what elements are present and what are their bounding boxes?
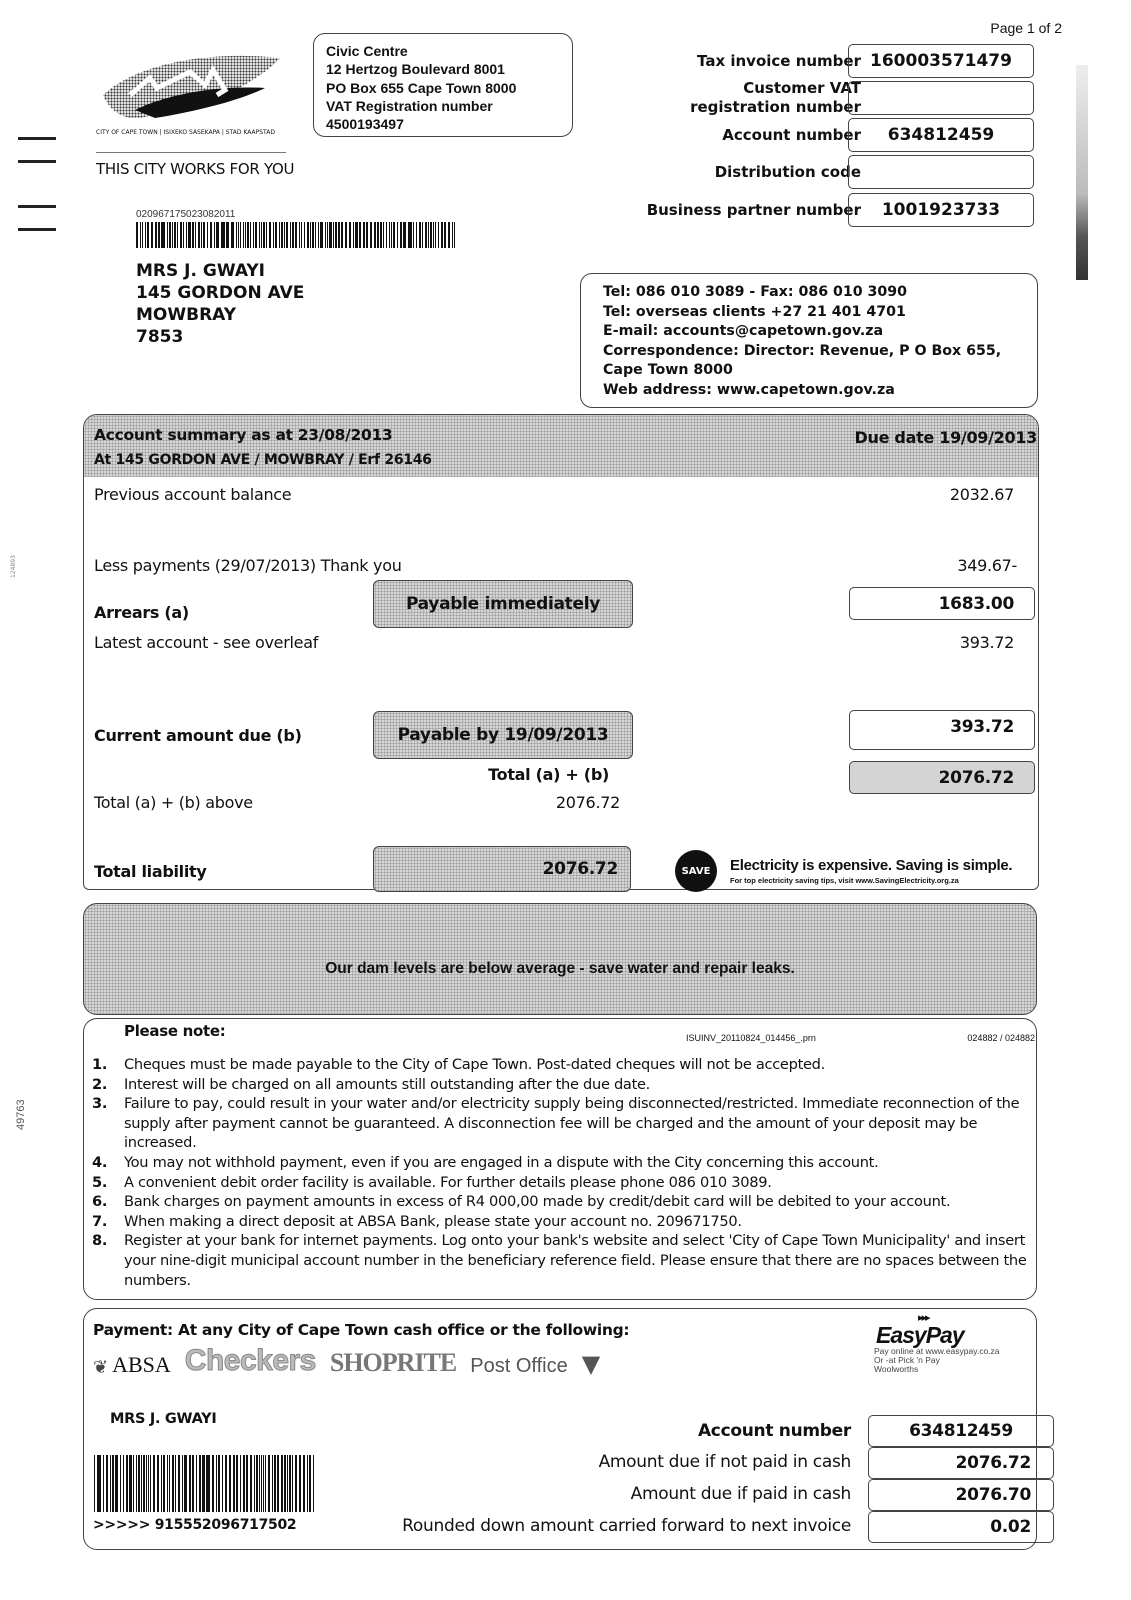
- barcode-bar: [269, 222, 270, 248]
- barcode-bar: [185, 1455, 187, 1512]
- barcode-bar: [227, 222, 229, 248]
- notes-list: [92, 1055, 1042, 1290]
- barcode-bar: [295, 1455, 297, 1512]
- current-amount-value: 393.72: [849, 710, 1035, 750]
- slip-account-number: 634812459: [868, 1415, 1054, 1447]
- tax-invoice-label: Tax invoice number: [697, 52, 861, 70]
- barcode-bar: [202, 1455, 203, 1512]
- barcode-bar: [409, 222, 411, 248]
- barcode-bar: [284, 1455, 286, 1512]
- logo-caption: CITY OF CAPE TOWN | ISIXEKO SASEKAPA | STAD KAAPSTAD: [96, 129, 275, 136]
- barcode-bar: [295, 222, 296, 248]
- barcode-bar: [172, 222, 173, 248]
- barcode-bar: [120, 1455, 121, 1512]
- barcode-bar: [129, 1455, 131, 1512]
- issuer-address-line: VAT Registration number: [326, 97, 493, 114]
- barcode-bar: [136, 222, 138, 248]
- barcode-bar: [146, 1455, 147, 1512]
- barcode-bar: [256, 1455, 257, 1512]
- barcode-bar: [162, 222, 164, 248]
- distribution-code: [848, 155, 1034, 189]
- scan-mark: [18, 205, 56, 208]
- outlet-absa: ABSA: [112, 1352, 171, 1377]
- amount-not-cash-label: Amount due if not paid in cash: [598, 1452, 851, 1472]
- barcode-bar: [341, 222, 342, 248]
- note-item: 4. You may not withhold payment, even if you are engaged in a dispute with the City concerning this account.: [92, 1153, 879, 1171]
- barcode-bar: [199, 1455, 200, 1512]
- barcode-bar: [284, 222, 285, 248]
- barcode-bar: [454, 222, 455, 248]
- notes-page-ref: 024882 / 024882: [967, 1033, 1035, 1043]
- barcode-bar: [312, 222, 314, 248]
- city-logo: [95, 40, 295, 130]
- barcode-bar: [448, 222, 450, 248]
- barcode-bar: [192, 1455, 194, 1512]
- margin-code: 49763: [15, 1099, 27, 1130]
- issuer-address-line: 12 Hertzog Boulevard 8001: [326, 61, 505, 78]
- barcode-bar: [416, 222, 417, 248]
- barcode-bar: [290, 222, 291, 248]
- barcode-bar: [338, 222, 340, 248]
- barcode-bar: [422, 222, 423, 248]
- barcode-bar: [380, 222, 381, 248]
- barcode-bar: [408, 222, 409, 248]
- barcode-bar: [172, 1455, 174, 1512]
- barcode-bar: [363, 222, 365, 248]
- barcode-bar: [263, 222, 264, 248]
- barcode-bar: [391, 222, 392, 248]
- barcode-bar: [201, 222, 202, 248]
- barcode-bar: [221, 222, 222, 248]
- easypay-info: [874, 1347, 1000, 1374]
- barcode-bar: [425, 222, 426, 248]
- barcode-bar: [163, 1455, 164, 1512]
- barcode-bar: [177, 222, 178, 248]
- barcode-bar: [274, 1455, 276, 1512]
- rounded-down-label: Rounded down amount carried forward to next invoice: [402, 1516, 851, 1536]
- barcode-bar: [261, 222, 262, 248]
- scan-mark: [18, 228, 56, 231]
- city-logo-icon: [95, 40, 295, 130]
- barcode-bar: [299, 1455, 300, 1512]
- barcode-bar: [188, 222, 190, 248]
- arrears-value: 1683.00: [849, 587, 1035, 620]
- barcode-bar: [366, 222, 367, 248]
- barcode-bar: [345, 222, 347, 248]
- barcode-bar: [142, 222, 143, 248]
- previous-balance-value: 2032.67: [949, 485, 1014, 504]
- barcode-bar: [152, 222, 153, 248]
- barcode-bar: [419, 222, 420, 248]
- rounded-down-value: 0.02: [868, 1511, 1054, 1543]
- barcode-bar: [195, 222, 196, 248]
- barcode-bar: [360, 222, 361, 248]
- barcode-bar: [233, 1455, 234, 1512]
- total-liability-value: 2076.72: [373, 846, 631, 892]
- barcode-bar: [161, 1455, 162, 1512]
- issuer-address-line: PO Box 655 Cape Town 8000: [326, 79, 517, 96]
- barcode-bar: [167, 1455, 168, 1512]
- barcode-bar: [98, 1455, 100, 1512]
- barcode-bar: [315, 222, 316, 248]
- save-electricity-icon: [675, 850, 717, 892]
- barcode-bar: [259, 222, 260, 248]
- latest-account-value: 393.72: [959, 633, 1014, 652]
- recipient-suburb: MOWBRAY: [136, 305, 237, 325]
- recipient-name: MRS J. GWAYI: [136, 261, 265, 281]
- barcode-bar: [203, 1455, 204, 1512]
- barcode-bar: [272, 1455, 273, 1512]
- barcode-bar: [253, 222, 254, 248]
- amount-not-cash-value: 2076.72: [868, 1447, 1054, 1479]
- barcode-bar: [318, 222, 319, 248]
- outlet-post-office: Post Office: [470, 1355, 568, 1377]
- barcode-bar: [265, 1455, 266, 1512]
- barcode-bar: [169, 1455, 170, 1512]
- note-item: 8. Register at your bank for internet payments. Log onto your bank's website and select 'City of Cape Town Municipality' and insert your nine-digit municipal account number in the beneficiary reference field. Please ensure that there are no spaces between the numbers.: [92, 1232, 1027, 1289]
- barcode-bar: [222, 1455, 223, 1512]
- previous-balance-label: Previous account balance: [94, 485, 292, 504]
- barcode-bar: [158, 222, 159, 248]
- barcode-bar: [186, 222, 187, 248]
- barcode-bar: [206, 1455, 207, 1512]
- barcode-bar: [155, 222, 157, 248]
- contact-email: E-mail: accounts@capetown.gov.za: [603, 323, 884, 339]
- slip-account-number-label: Account number: [697, 1421, 851, 1441]
- barcode-bar: [175, 1455, 176, 1512]
- barcode-bar: [261, 1455, 262, 1512]
- barcode-bar: [292, 1455, 293, 1512]
- barcode-bar: [349, 222, 351, 248]
- barcode-bar: [148, 1455, 149, 1512]
- scan-mark: [18, 160, 56, 163]
- note-item: 7. When making a direct deposit at ABSA Bank, please state your account no. 209671750.: [92, 1212, 742, 1230]
- payment-barcode-number: >>>>> 915552096717502: [93, 1517, 297, 1533]
- scan-edge-strip: [1076, 65, 1088, 280]
- barcode-bar: [444, 222, 446, 248]
- barcode-bar: [393, 222, 395, 248]
- barcode-bar: [198, 222, 199, 248]
- barcode-bar: [359, 222, 360, 248]
- easypay-arrows-icon: ▸▸▸: [918, 1311, 929, 1324]
- payment-heading: Payment: At any City of Cape Town cash office or the following:: [93, 1321, 630, 1339]
- barcode-bar: [313, 1455, 314, 1512]
- barcode-bar: [103, 1455, 104, 1512]
- barcode-bar: [180, 222, 181, 248]
- barcode-bar: [167, 222, 168, 248]
- barcode-bar: [225, 1455, 227, 1512]
- barcode-bar: [243, 1455, 245, 1512]
- easypay-line: Woolworths: [874, 1364, 919, 1374]
- post-office-logo-icon: ▼: [581, 1350, 601, 1378]
- barcode-bar: [310, 222, 311, 248]
- barcode-bar: [254, 1455, 255, 1512]
- note-item: 3. Failure to pay, could result in your water and/or electricity supply being disconnected/restricted. Immediate reconnection of the supply after payment cannot be guaranteed. A disconnection fee will be charged and the amount of your deposit may be increased.: [92, 1095, 1020, 1152]
- barcode-bar: [192, 222, 194, 248]
- payment-barcode: [94, 1455, 316, 1512]
- latest-account-label: Latest account - see overleaf: [94, 633, 319, 652]
- contact-box: [580, 273, 1038, 408]
- contact-correspondence: Correspondence: Director: Revenue, P O Box 655,: [603, 342, 1002, 359]
- barcode-bar: [281, 1455, 282, 1512]
- issuer-address-line: Civic Centre: [326, 43, 408, 59]
- account-number: 634812459: [848, 118, 1034, 152]
- payment-outlets: [93, 1344, 600, 1378]
- outlet-checkers: Checkers: [184, 1344, 316, 1377]
- barcode-bar: [157, 1455, 159, 1512]
- payer-name: MRS J. GWAYI: [110, 1411, 217, 1427]
- barcode-bar: [123, 1455, 124, 1512]
- easypay-line: Or -at Pick 'n Pay: [874, 1355, 940, 1365]
- issuer-address-box: [313, 33, 573, 137]
- barcode-bar: [397, 222, 398, 248]
- summary-property: At 145 GORDON AVE / MOWBRAY / Erf 26146: [94, 452, 432, 468]
- arrears-label: Arrears (a): [94, 603, 189, 622]
- barcode-bar: [303, 1455, 304, 1512]
- barcode-bar: [299, 222, 300, 248]
- barcode-bar: [218, 1455, 220, 1512]
- absa-logo-icon: ❦: [93, 1357, 109, 1378]
- note-item: 5. A convenient debit order facility is available. For further details please phone 086 010 3089.: [92, 1173, 772, 1191]
- scan-mark: [18, 137, 56, 140]
- barcode-bar: [138, 1455, 140, 1512]
- barcode-bar: [329, 222, 331, 248]
- barcode-bar: [246, 1455, 248, 1512]
- barcode-bar: [178, 1455, 179, 1512]
- total-ab-value: 2076.72: [849, 761, 1035, 794]
- barcode-bar: [430, 222, 432, 248]
- barcode-bar: [309, 1455, 310, 1512]
- total-ab-label: Total (a) + (b): [488, 765, 609, 784]
- barcode-bar: [325, 222, 326, 248]
- barcode-bar: [145, 222, 146, 248]
- barcode-bar: [147, 222, 148, 248]
- easypay-line: Pay online at www.easypay.co.za: [874, 1346, 1000, 1356]
- recipient-postcode: 7853: [136, 327, 184, 347]
- barcode-bar: [383, 222, 384, 248]
- barcode-bar: [301, 222, 302, 248]
- recipient-street: 145 GORDON AVE: [136, 283, 305, 303]
- barcode-bar: [184, 1455, 185, 1512]
- barcode-bar: [143, 1455, 144, 1512]
- barcode-bar: [273, 222, 274, 248]
- barcode-bar: [243, 222, 244, 248]
- barcode-bar: [189, 1455, 190, 1512]
- barcode-bar: [292, 222, 294, 248]
- barcode-bar: [277, 1455, 279, 1512]
- barcode-bar: [207, 1455, 209, 1512]
- business-partner-number: 1001923733: [848, 193, 1034, 227]
- barcode-bar: [236, 222, 237, 248]
- barcode-bar: [355, 222, 357, 248]
- save-ad-headline: Electricity is expensive. Saving is simple.: [730, 857, 1013, 874]
- barcode-bar: [353, 222, 354, 248]
- barcode-bar: [255, 222, 256, 248]
- barcode-bar: [126, 1455, 128, 1512]
- barcode-bar: [452, 222, 453, 248]
- barcode-bar: [222, 222, 224, 248]
- barcode-bar: [140, 222, 141, 248]
- barcode-bar: [275, 222, 276, 248]
- barcode-bar: [327, 222, 328, 248]
- barcode-bar: [335, 222, 336, 248]
- payable-immediately-badge: Payable immediately: [373, 580, 633, 628]
- barcode-bar: [307, 222, 308, 248]
- barcode-bar: [153, 1455, 155, 1512]
- barcode-bar: [238, 222, 239, 248]
- barcode-bar: [263, 1455, 264, 1512]
- barcode-bar: [435, 222, 436, 248]
- barcode-bar: [214, 222, 215, 248]
- barcode-bar: [229, 1455, 231, 1512]
- barcode-bar: [413, 222, 414, 248]
- barcode-bar: [183, 222, 184, 248]
- mail-barcode-number: 020967175023082011: [136, 209, 236, 220]
- barcode-bar: [182, 1455, 183, 1512]
- barcode-bar: [438, 222, 439, 248]
- barcode-bar: [400, 222, 402, 248]
- barcode-bar: [307, 1455, 308, 1512]
- barcode-bar: [196, 1455, 197, 1512]
- barcode-bar: [286, 222, 288, 248]
- barcode-bar: [207, 222, 208, 248]
- total-above-label: Total (a) + (b) above: [94, 793, 253, 812]
- notes-title: Please note:: [124, 1022, 226, 1040]
- logo-divider: [96, 152, 286, 153]
- distribution-code-label: Distribution code: [714, 163, 861, 181]
- easypay-logo: EasyPay: [876, 1322, 964, 1348]
- contact-phone: Tel: 086 010 3089 - Fax: 086 010 3090: [603, 284, 908, 300]
- notes-file-ref: ISUINV_20110824_014456_.prn: [686, 1033, 816, 1043]
- contact-correspondence-city: Cape Town 8000: [603, 362, 733, 378]
- barcode-bar: [151, 222, 152, 248]
- barcode-bar: [259, 1455, 260, 1512]
- barcode-bar: [110, 1455, 111, 1512]
- page-indicator: Page 1 of 2: [990, 20, 1062, 36]
- recipient-address: [136, 260, 304, 348]
- banner-message: Our dam levels are below average - save water and repair leaks.: [325, 960, 795, 977]
- barcode-bar: [433, 222, 434, 248]
- outlet-shoprite: SHOPRITE: [329, 1348, 457, 1377]
- barcode-bar: [174, 222, 176, 248]
- barcode-bar: [203, 222, 205, 248]
- barcode-bar: [403, 222, 405, 248]
- barcode-bar: [287, 1455, 288, 1512]
- note-item: 6. Bank charges on payment amounts in excess of R4 000,00 made by credit/debit card will be debited to your account.: [92, 1193, 951, 1211]
- barcode-bar: [97, 1455, 98, 1512]
- amount-cash-value: 2076.70: [868, 1479, 1054, 1511]
- barcode-bar: [389, 222, 390, 248]
- barcode-bar: [374, 222, 376, 248]
- barcode-bar: [250, 1455, 252, 1512]
- dam-levels-banner: [83, 903, 1037, 1015]
- barcode-bar: [240, 1455, 241, 1512]
- contact-overseas: Tel: overseas clients +27 21 401 4701: [603, 303, 906, 320]
- barcode-bar: [441, 222, 442, 248]
- barcode-bar: [164, 1455, 165, 1512]
- barcode-bar: [250, 222, 251, 248]
- barcode-bar: [428, 222, 429, 248]
- summary-title: Account summary as at 23/08/2013: [94, 426, 393, 444]
- barcode-bar: [268, 1455, 270, 1512]
- barcode-bar: [279, 222, 280, 248]
- due-date: Due date 19/09/2013: [854, 428, 1037, 447]
- business-partner-label: Business partner number: [646, 201, 861, 219]
- barcode-bar: [320, 222, 322, 248]
- barcode-bar: [210, 222, 211, 248]
- barcode-bar: [245, 222, 246, 248]
- barcode-bar: [281, 222, 283, 248]
- barcode-bar: [304, 1455, 305, 1512]
- barcode-bar: [231, 222, 233, 248]
- barcode-bar: [226, 222, 227, 248]
- contact-web: Web address: www.capetown.gov.za: [603, 381, 895, 398]
- note-item: 1. Cheques must be made payable to the City of Cape Town. Post-dated cheques will not be accepted.: [92, 1056, 825, 1073]
- barcode-bar: [289, 1455, 290, 1512]
- customer-vat-label: Customer VAT registration number: [690, 79, 861, 116]
- barcode-bar: [150, 1455, 151, 1512]
- barcode-bar: [136, 1455, 137, 1512]
- barcode-bar: [247, 222, 249, 248]
- barcode-bar: [266, 222, 267, 248]
- save-ad-subline: For top electricity saving tips, visit www.SavingElectricity.org.za: [730, 876, 959, 885]
- amount-cash-label: Amount due if paid in cash: [630, 1484, 851, 1504]
- vat-registration-number: 4500193497: [326, 116, 404, 133]
- payable-by-badge: Payable by 19/09/2013: [373, 711, 633, 759]
- barcode-bar: [333, 222, 334, 248]
- barcode-bar: [377, 222, 379, 248]
- mail-barcode: [136, 222, 456, 248]
- tax-invoice-number: 160003571479: [848, 44, 1034, 78]
- barcode-bar: [141, 1455, 142, 1512]
- barcode-bar: [169, 222, 170, 248]
- slogan: THIS CITY WORKS FOR YOU: [96, 160, 295, 178]
- barcode-bar: [216, 1455, 217, 1512]
- barcode-bar: [161, 222, 162, 248]
- note-item: 2. Interest will be charged on all amounts still outstanding after the due date.: [92, 1075, 651, 1093]
- barcode-bar: [304, 222, 305, 248]
- barcode-bar: [216, 222, 218, 248]
- payments-value: 349.67-: [957, 556, 1017, 575]
- barcode-bar: [94, 1455, 95, 1512]
- total-above-value: 2076.72: [555, 793, 620, 812]
- barcode-bar: [240, 222, 241, 248]
- barcode-bar: [115, 1455, 117, 1512]
- barcode-bar: [236, 1455, 238, 1512]
- total-liability-label: Total liability: [94, 862, 207, 881]
- barcode-bar: [386, 222, 387, 248]
- barcode-bar: [133, 1455, 134, 1512]
- barcode-bar: [370, 222, 372, 248]
- barcode-bar: [212, 1455, 214, 1512]
- customer-vat-number: [848, 81, 1034, 115]
- barcode-bar: [112, 1455, 114, 1512]
- margin-code-small: 124893: [10, 555, 17, 578]
- payments-label: Less payments (29/07/2013) Thank you: [94, 556, 402, 575]
- account-number-label: Account number: [722, 126, 861, 144]
- current-amount-label: Current amount due (b): [94, 726, 302, 745]
- barcode-bar: [106, 1455, 108, 1512]
- save-icon-text: SAVE: [681, 865, 711, 877]
